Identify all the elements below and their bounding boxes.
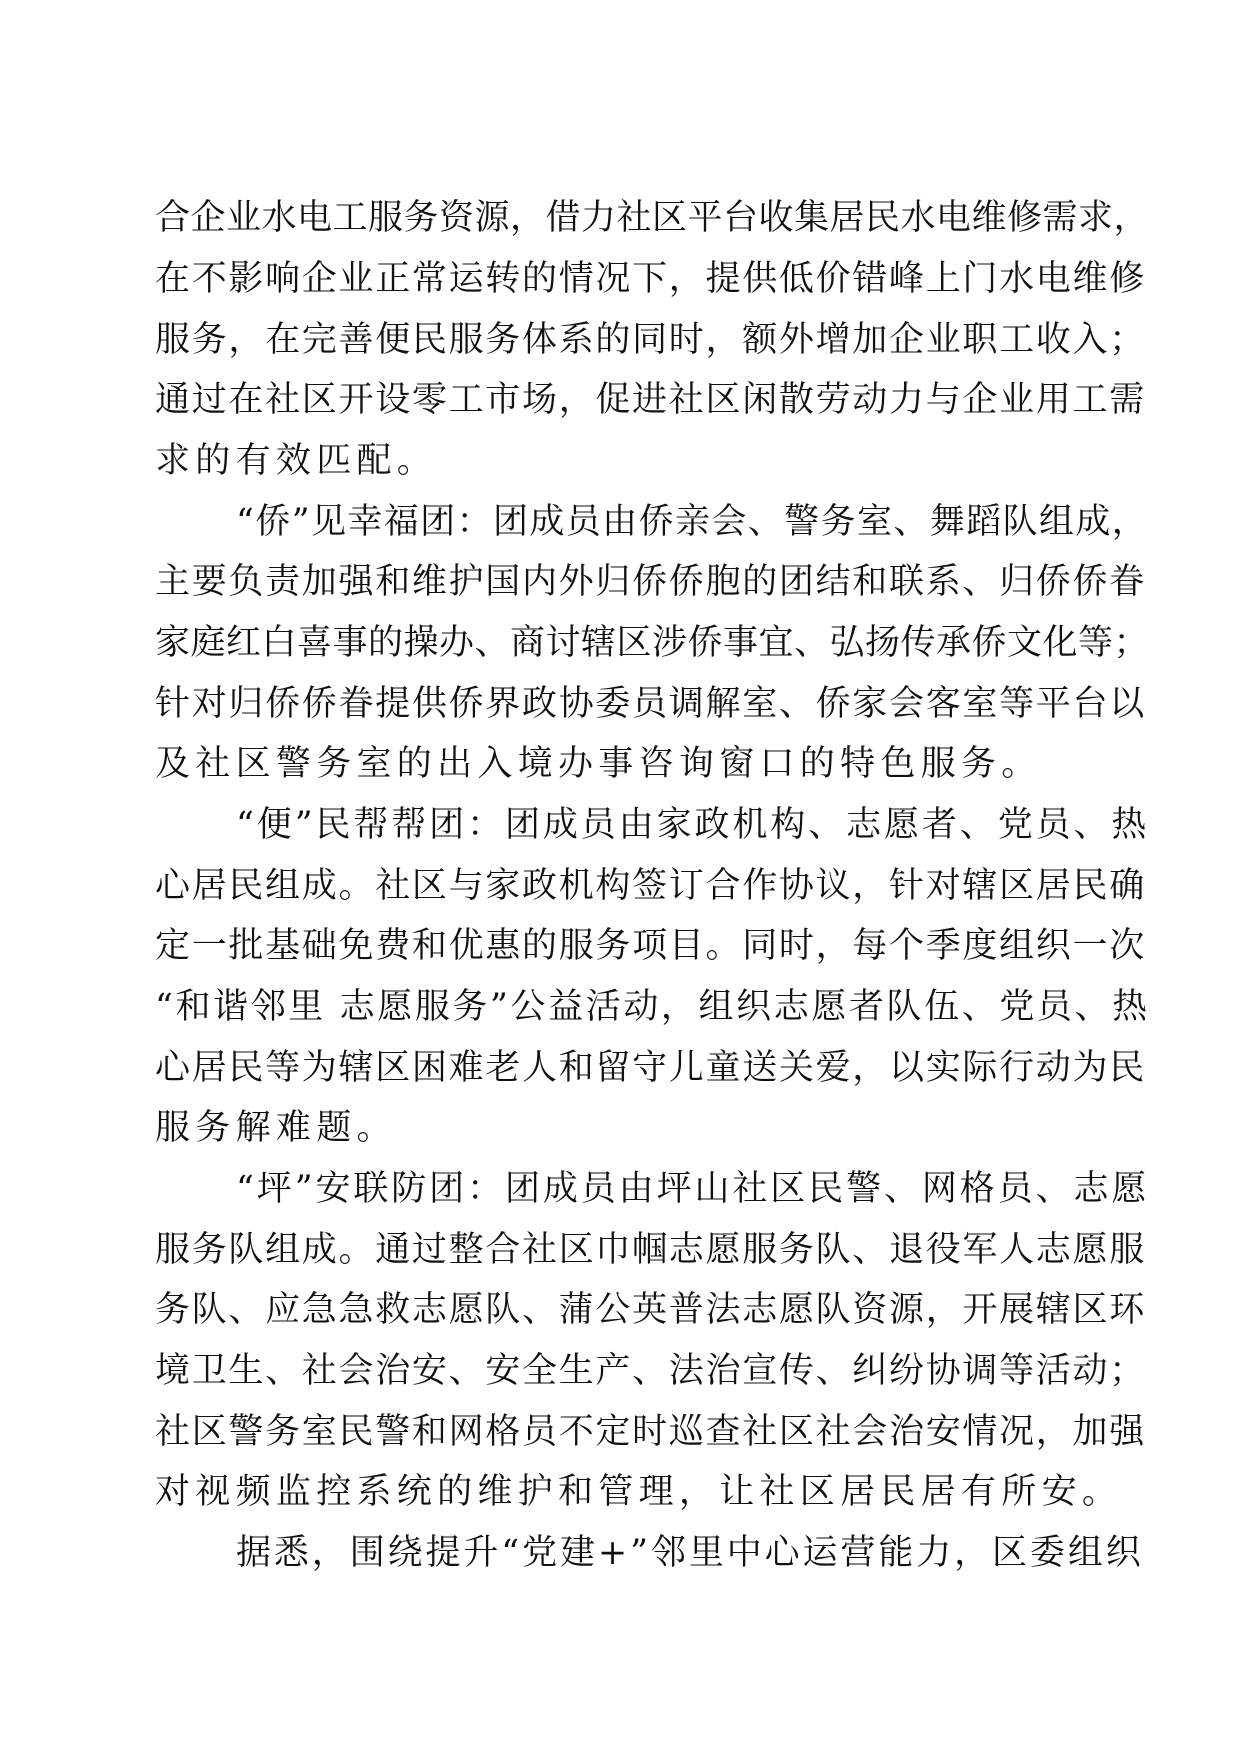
paragraph-2-line-1: “侨”见幸福团：团成员由侨亲会、警务室、舞蹈队组成， xyxy=(236,502,1149,542)
paragraph-2-line-5: 及社区警务室的出入境办事咨询窗口的特色服务。 xyxy=(155,744,1042,784)
paragraph-1-line-1: 合企业水电工服务资源，借力社区平台收集居民水电维修需求， xyxy=(155,198,1150,238)
paragraph-4-line-4: 境卫生、社会治安、安全生产、法治宣传、纠纷协调等活动； xyxy=(155,1351,1146,1391)
paragraph-4-line-1: “坪”安联防团：团成员由坪山社区民警、网格员、志愿 xyxy=(236,1169,1150,1209)
paragraph-2-line-3: 家庭红白喜事的操办、商讨辖区涉侨事宜、弘扬传承侨文化等； xyxy=(155,623,1150,663)
paragraph-3-line-6: 服务解难题。 xyxy=(155,1108,397,1148)
paragraph-4-line-6: 对视频监控系统的维护和管理，让社区居民居有所安。 xyxy=(155,1472,1123,1512)
paragraph-5-line-1: 据悉，围绕提升“党建+”邻里中心运营能力，区委组织 xyxy=(236,1533,1144,1573)
paragraph-3-line-5: 心居民等为辖区困难老人和留守儿童送关爱，以实际行动为民 xyxy=(155,1048,1146,1088)
paragraph-4-line-2: 服务队组成。通过整合社区巾帼志愿服务队、退役军人志愿服 xyxy=(155,1230,1146,1270)
paragraph-3-line-4: “和谐邻里 志愿服务”公益活动，组织志愿者队伍、党员、热 xyxy=(155,987,1150,1027)
paragraph-3-line-3: 定一批基础免费和优惠的服务项目。同时，每个季度组织一次 xyxy=(155,926,1146,966)
paragraph-1-line-3: 服务，在完善便民服务体系的同时，额外增加企业职工收入； xyxy=(155,320,1146,360)
paragraph-4-line-5: 社区警务室民警和网格员不定时巡查社区社会治安情况，加强 xyxy=(155,1412,1146,1452)
paragraph-1-line-4: 通过在社区开设零工市场，促进社区闲散劳动力与企业用工需 xyxy=(155,380,1146,420)
paragraph-2-line-2: 主要负责加强和维护国内外归侨侨胞的团结和联系、归侨侨眷 xyxy=(155,562,1146,602)
paragraph-4-line-3: 务队、应急急救志愿队、蒲公英普法志愿队资源，开展辖区环 xyxy=(155,1290,1146,1330)
paragraph-3-line-1: “便”民帮帮团：团成员由家政机构、志愿者、党员、热 xyxy=(236,805,1150,845)
paragraph-1-line-2: 在不影响企业正常运转的情况下，提供低价错峰上门水电维修 xyxy=(155,259,1146,299)
paragraph-2-line-4: 针对归侨侨眷提供侨界政协委员调解室、侨家会客室等平台以 xyxy=(155,684,1146,724)
paragraph-1-line-5: 求的有效匹配。 xyxy=(155,441,438,481)
paragraph-3-line-2: 心居民组成。社区与家政机构签订合作协议，针对辖区居民确 xyxy=(155,866,1146,906)
